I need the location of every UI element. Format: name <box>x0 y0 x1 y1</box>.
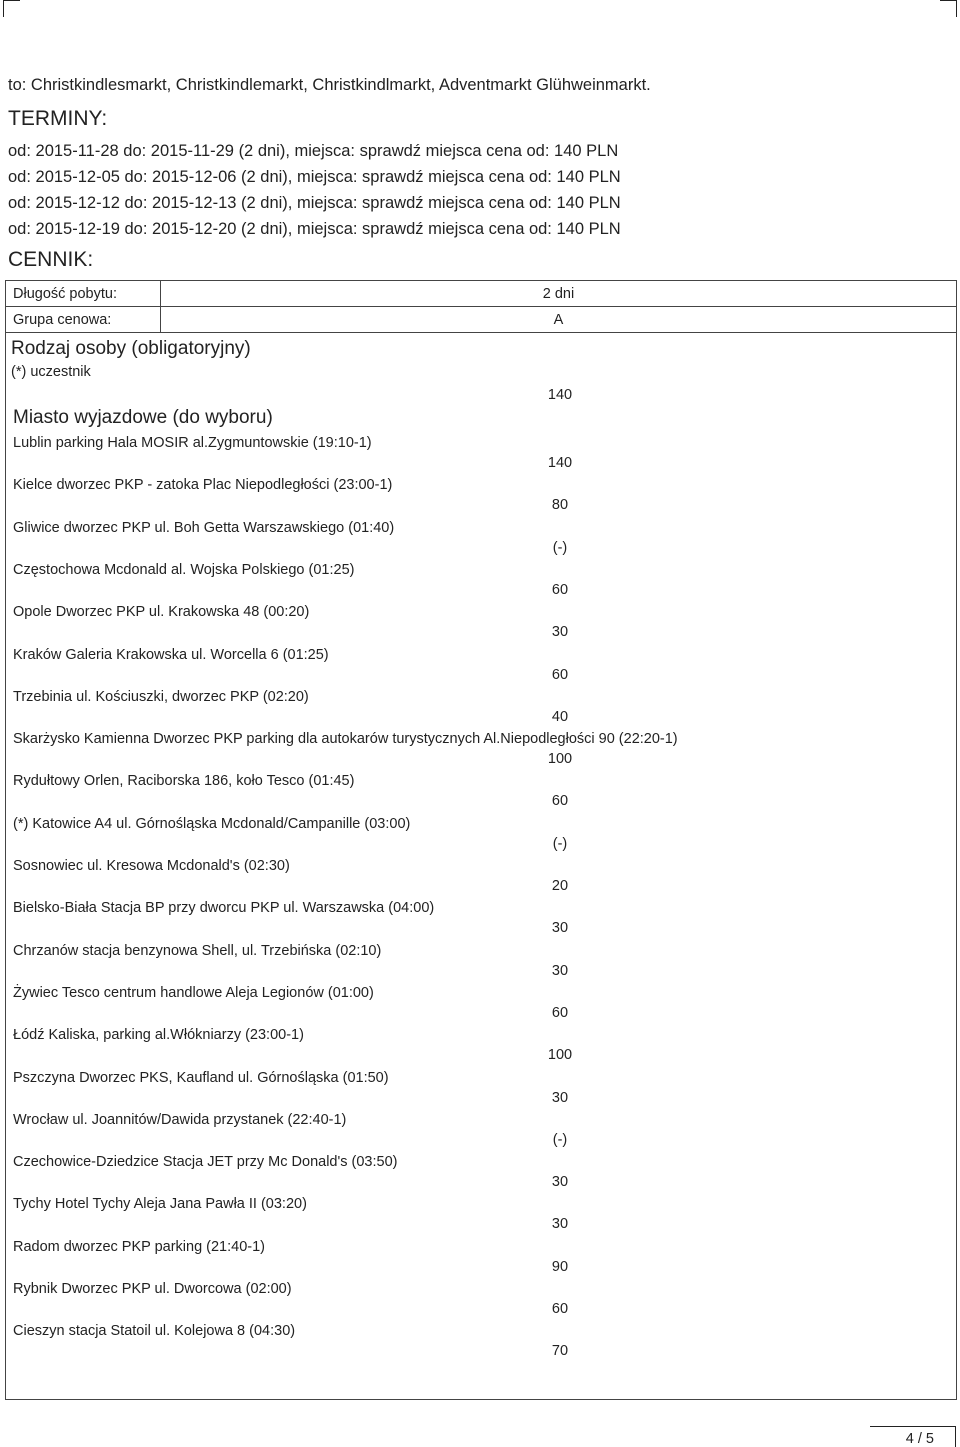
termin-line: od: 2015-12-12 do: 2015-12-13 (2 dni), miejsca: sprawdź miejsca cena od: 140 PLN <box>8 194 621 212</box>
departure-city-label: Żywiec Tesco centrum handlowe Aleja Legionów (01:00) <box>13 984 374 1001</box>
price-group-value: A <box>161 307 957 333</box>
stay-length-label: Długość pobytu: <box>6 281 161 307</box>
departure-city-label: Rybnik Dworzec PKP ul. Dworcowa (02:00) <box>13 1281 292 1297</box>
departure-city-label: Częstochowa Mcdonald al. Wojska Polskiego (01:25) <box>13 561 355 578</box>
participant-label: (*) uczestnik <box>11 364 91 380</box>
departure-city-label: Gliwice dworzec PKP ul. Boh Getta Warszawskiego (01:40) <box>13 519 395 536</box>
price-table <box>5 280 957 1400</box>
departure-city-label: Pszczyna Dworzec PKS, Kaufland ul. Górnośląska (01:50) <box>13 1069 389 1086</box>
footer-rule <box>870 1426 956 1427</box>
departure-city-label: Lublin parking Hala MOSIR al.Zygmuntowskie (19:10-1) <box>13 435 372 451</box>
page-corner-left <box>3 0 20 17</box>
stay-length-value: 2 dni <box>161 281 957 307</box>
departure-city-heading: Miasto wyjazdowe (do wyboru) <box>13 407 273 428</box>
departure-city-label: Łódź Kaliska, parking al.Włókniarzy (23:00-1) <box>13 1027 304 1044</box>
table-row <box>6 307 957 333</box>
departure-city-label: Opole Dworzec PKP ul. Krakowska 48 (00:20) <box>13 604 310 621</box>
departure-city-label: Wrocław ul. Joannitów/Dawida przystanek (22:40-1) <box>13 1111 347 1128</box>
departure-city-label: (*) Katowice A4 ul. Górnośląska Mcdonald/Campanille (03:00) <box>13 815 411 832</box>
departure-city-label: Chrzanów stacja benzynowa Shell, ul. Trzebińska (02:10) <box>13 942 382 959</box>
table-row <box>6 333 957 1400</box>
departure-city-label: Sosnowiec ul. Kresowa Mcdonald's (02:30) <box>13 858 290 874</box>
intro-line: to: Christkindlesmarkt, Christkindlemarkt, Christkindlmarkt, Adventmarkt Glühweinmarkt. <box>8 76 651 94</box>
terminy-heading: TERMINY: <box>8 107 108 130</box>
departure-city-label: Bielsko-Biała Stacja BP przy dworcu PKP ul. Warszawska (04:00) <box>13 900 435 917</box>
departure-city-label: Skarżysko Kamienna Dworzec PKP parking dla autokarów turystycznych Al.Niepodległości 90 (22:20-1) <box>13 731 678 748</box>
departure-city-label: Kielce dworzec PKP - zatoka Plac Niepodległości (23:00-1) <box>13 477 393 494</box>
price-group-label: Grupa cenowa: <box>6 307 161 333</box>
departure-city-label: Tychy Hotel Tychy Aleja Jana Pawła II (03:20) <box>13 1196 307 1213</box>
price-details-cell <box>6 333 957 1400</box>
person-type-heading: Rodzaj osoby (obligatoryjny) <box>11 338 251 359</box>
table-row <box>6 281 957 307</box>
footer-rule-vertical <box>955 1426 956 1447</box>
termin-line: od: 2015-12-19 do: 2015-12-20 (2 dni), miejsca: sprawdź miejsca cena od: 140 PLN <box>8 220 621 238</box>
departure-city-label: Trzebinia ul. Kościuszki, dworzec PKP (02:20) <box>13 688 309 705</box>
departure-city-label: Czechowice-Dziedzice Stacja JET przy Mc Donald's (03:50) <box>13 1154 398 1171</box>
departure-city-label: Radom dworzec PKP parking (21:40-1) <box>13 1238 265 1255</box>
page-number: 4 / 5 <box>905 1431 934 1447</box>
termin-line: od: 2015-12-05 do: 2015-12-06 (2 dni), miejsca: sprawdź miejsca cena od: 140 PLN <box>8 168 621 186</box>
price-details: Rodzaj osoby (obligatoryjny) (*) uczestnik 140 Miasto wyjazdowe (do wyboru) Lublin parking Hala MOSIR al.Zygmuntowskie (19:10-1) 140 Kielce dworzec PKP - zatoka Plac Niepodległości (23:00-1) 80 Gliwice dworzec PKP ul. Boh Getta Warszawskiego (01:40) (-) Częstochowa Mcdonald al. Wojska Polskiego (01:25) 60 Opole Dworzec PKP ul. Krakowska 48 (00:20) 30 Kraków Galeria Krakowska ul. Worcella 6 (01:25) 60 Trzebinia ul. Kościuszki, dworzec PKP (02:20) 40 Skarżysko Kamienna Dworzec PKP parking dla autokarów turystycznych Al.Niepodległości 90 (22:20-1) 100 Rydułtowy Orlen, Raciborska 186, koło Tesco (01:45) 60 (*) Katowice A4 ul. Górnośląska Mcdonald/Campanille (03:00) (-) Sosnowiec ul. Kresowa Mcdonald's (02:30) 20 Bielsko-Biała Stacja BP przy dworcu PKP ul. Warszawska (04:00) 30 Chrzanów stacja benzynowa Shell, ul. Trzebińska (02:10) 30 Żywiec Tesco centrum handlowe Aleja Legionów (01:00) 60 Łódź Kaliska, parking al.Włókniarzy (23:00-1) 100 Pszczyna Dworzec PKS, Kaufland ul. Górnośląska (01:50) 30 Wrocław ul. Joannitów/Dawida przystanek (22:40-1) (-) Czechowice-Dziedzice Stacja JET przy Mc Donald's (03:50) 30 Tychy Hotel Tychy Aleja Jana Pawła II (03:20) 30 Radom dworzec PKP parking (21:40-1) 90 Rybnik Dworzec PKP ul. Dworcowa (02:00) 60 Cieszyn stacja Statoil ul. Kolejowa 8 (04:30) 70 <box>11 338 678 1360</box>
page-corner-right <box>940 0 957 17</box>
departure-city-label: Kraków Galeria Krakowska ul. Worcella 6 (01:25) <box>13 646 329 663</box>
departure-city-label: Cieszyn stacja Statoil ul. Kolejowa 8 (04:30) <box>13 1323 296 1340</box>
cennik-heading: CENNIK: <box>8 248 94 271</box>
departure-city-label: Rydułtowy Orlen, Raciborska 186, koło Tesco (01:45) <box>13 773 355 790</box>
termin-line: od: 2015-11-28 do: 2015-11-29 (2 dni), miejsca: sprawdź miejsca cena od: 140 PLN <box>8 142 619 160</box>
